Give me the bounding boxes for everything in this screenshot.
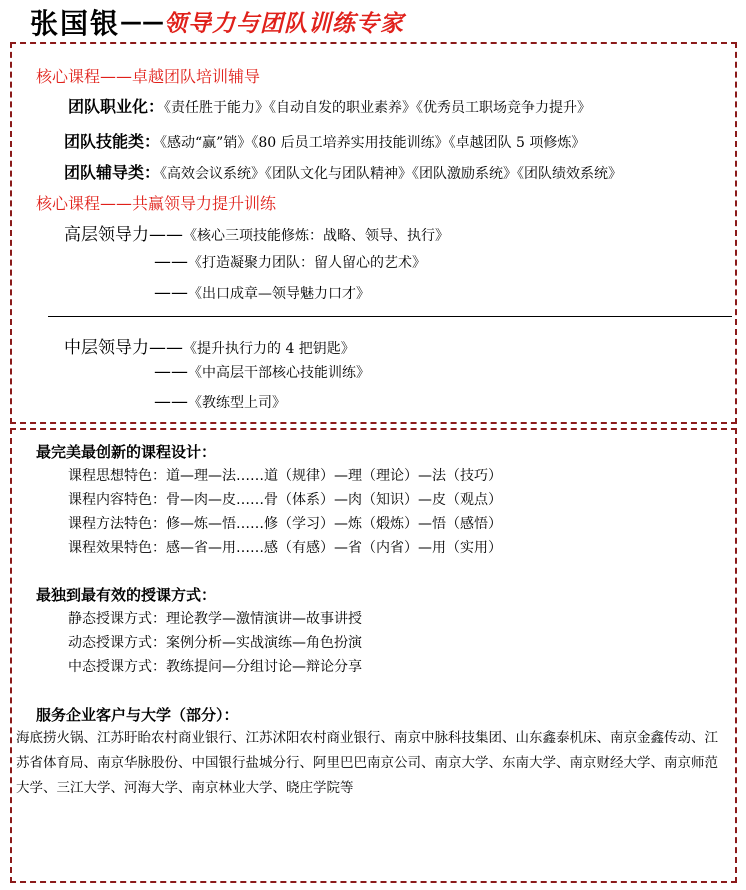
core2-heading: 核心课程——共赢领导力提升训练: [36, 194, 277, 213]
course-dash: ——: [154, 362, 188, 382]
method-line: 动态授课方式：案例分析—实战演练—角色扮演: [68, 635, 362, 651]
senior-label: 高层领导力: [64, 225, 149, 245]
design-heading: 最完美最创新的课程设计：: [36, 443, 217, 461]
design-line: 课程效果特色：感—省—用……感（有感）—省（内省）—用（实用）: [68, 540, 502, 556]
category-courses: 《感动“赢”销》《80 后员工培养实用技能训练》《卓越团队 5 项修炼》: [160, 135, 586, 151]
course-item: 《打造凝聚力团队：留人留心的艺术》: [188, 255, 426, 271]
clients-heading: 服务企业客户与大学（部分）：: [36, 706, 239, 724]
course-item: 《出口成章—领导魅力口才》: [188, 286, 370, 302]
design-line: 课程方法特色：修—炼—悟……修（学习）—炼（煅炼）—悟（感悟）: [68, 516, 502, 532]
core1-row-coaching: [64, 160, 622, 183]
design-line: 课程内容特色：骨—肉—皮……骨（体系）—肉（知识）—皮（观点）: [68, 492, 502, 508]
course-dash: ——: [154, 283, 188, 303]
core1-row-professional: [68, 94, 591, 117]
section-divider: [48, 316, 732, 317]
category-courses: 《责任胜于能力》《自动自发的职业素养》《优秀员工职场竞争力提升》: [164, 100, 592, 116]
core1-heading: 核心课程——卓越团队培训辅导: [36, 67, 261, 86]
category-label: 团队辅导类：: [64, 163, 161, 182]
core1-row-skills: [64, 129, 585, 152]
trainer-name: 张国银: [30, 7, 121, 40]
page-header: [30, 2, 405, 40]
middle-row-2: [154, 362, 370, 382]
method-line: 静态授课方式：理论教学—激情演讲—故事讲授: [68, 611, 362, 627]
method-line: 中态授课方式：教练提问—分组讨论—辩论分享: [68, 659, 362, 675]
senior-row-2: [154, 252, 426, 272]
category-label: 团队技能类：: [64, 132, 161, 151]
middle-row-3: [154, 392, 286, 412]
course-item: 《教练型上司》: [188, 395, 286, 411]
senior-dash: ——: [149, 225, 183, 245]
middle-dash: ——: [149, 338, 183, 358]
course-dash: ——: [154, 252, 188, 272]
course-item: 《中高层干部核心技能训练》: [188, 365, 370, 381]
header-dash: ——: [120, 10, 165, 35]
category-label: 团队职业化：: [68, 97, 165, 116]
course-item: 《核心三项技能修炼：战略、领导、执行》: [183, 228, 449, 244]
course-dash: ——: [154, 392, 188, 412]
trainer-title: 领导力与团队训练专家: [164, 11, 405, 37]
design-line: 课程思想特色：道—理—法……道（规律）—理（理论）—法（技巧）: [68, 468, 502, 484]
course-item: 《提升执行力的 4 把钥匙》: [183, 341, 355, 357]
methods-heading: 最独到最有效的授课方式：: [36, 586, 217, 604]
senior-row-3: [154, 283, 370, 303]
clients-list: 海底捞火锅、江苏盱眙农村商业银行、江苏沭阳农村商业银行、南京中脉科技集团、山东鑫泰机床、南京金鑫传动、江苏省体育局、南京华脉股份、中国银行盐城分行、阿里巴巴南京公司、南京大学、东南大学、南京财经大学、南京师范大学、三江大学、河海大学、南京林业大学、晓庄学院等: [16, 730, 718, 796]
middle-label: 中层领导力: [64, 338, 149, 358]
senior-row-1: [64, 220, 449, 245]
middle-row-1: [64, 333, 355, 358]
category-courses: 《高效会议系统》《团队文化与团队精神》《团队激励系统》《团队绩效系统》: [160, 166, 623, 182]
